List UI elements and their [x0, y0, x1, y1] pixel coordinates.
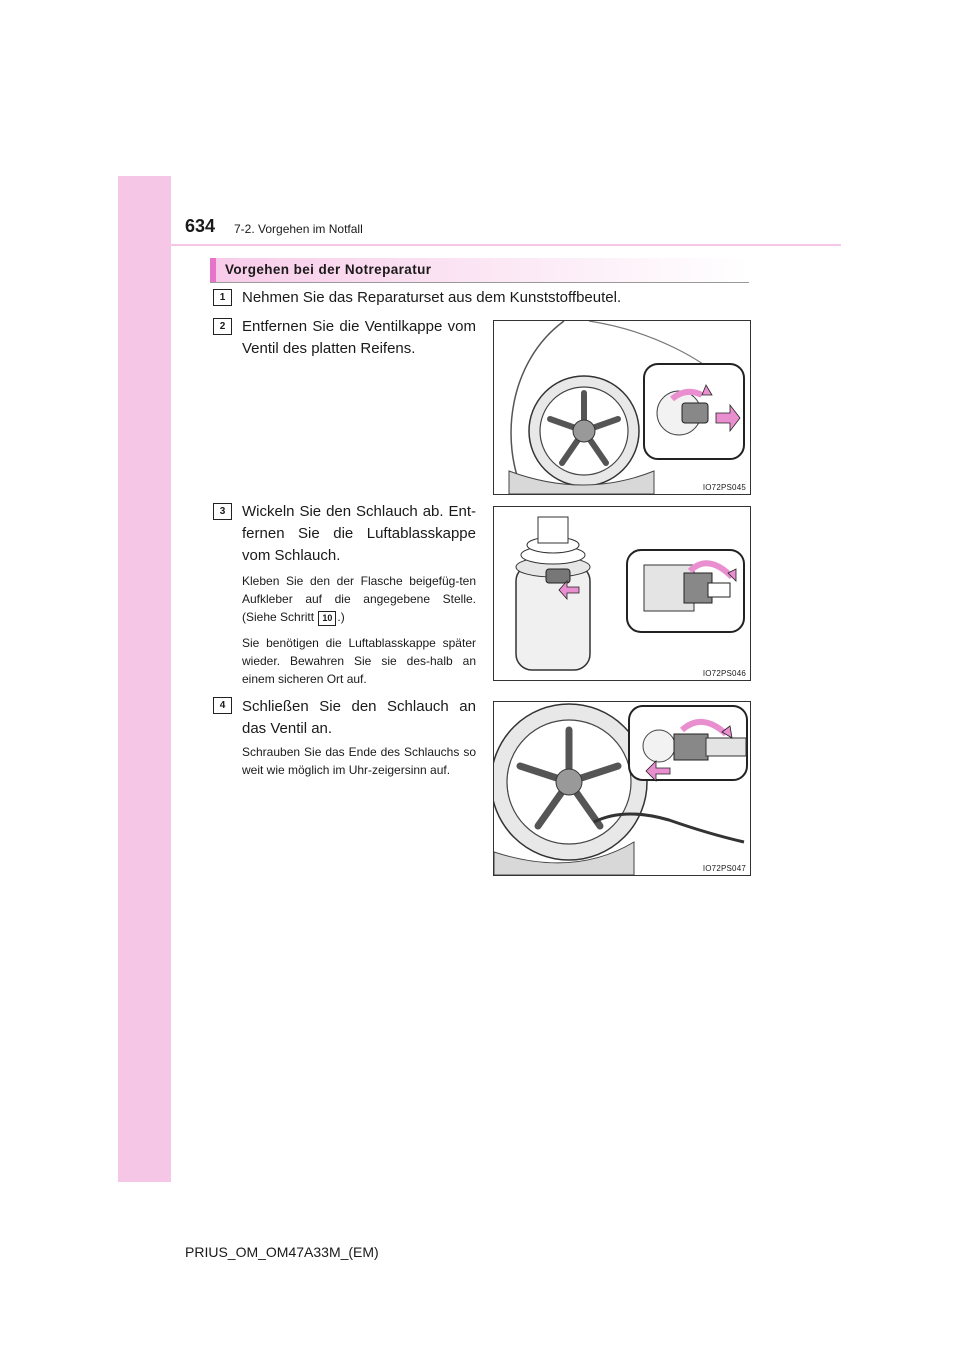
hose-valve-illustration [494, 702, 750, 875]
page-number: 634 [185, 216, 216, 236]
step-3-note-sticker-text: Kleben Sie den der Flasche beigefüg-ten Aufkleber auf die angegebene Stelle. (Siehe Schritt [242, 574, 476, 624]
figure-valve-cap [493, 320, 751, 495]
step-1-text: Nehmen Sie das Reparaturset aus dem Kunststoffbeutel. [242, 289, 622, 306]
figure-hose-unwrap [493, 506, 751, 681]
step-3-note-sticker [242, 572, 476, 626]
side-color-band [118, 176, 171, 1182]
section-heading-bar [210, 258, 749, 283]
chapter-title: 7-2. Vorgehen im Notfall [234, 222, 363, 236]
step-2-text: Entfernen Sie die Ventilkappe vom Ventil des platten Reifens. [242, 318, 476, 357]
step-number-2: 2 [213, 318, 232, 335]
figure-code-046: IO72PS046 [702, 669, 746, 678]
step-3-text: Wickeln Sie den Schlauch ab. Ent-fernen Sie die Luftablasskappe vom Schlauch. [242, 503, 476, 564]
figure-hose-connect [493, 701, 751, 876]
figure-code-045: IO72PS045 [702, 483, 746, 492]
step-number-3: 3 [213, 503, 232, 520]
step-4-text: Schließen Sie den Schlauch an das Ventil an. [242, 698, 476, 737]
step-reference-10: 10 [318, 611, 336, 626]
step-number-1: 1 [213, 289, 232, 306]
hose-bottle-illustration [494, 507, 750, 680]
step-4-note: Schrauben Sie das Ende des Schlauchs so weit wie möglich im Uhr-zeigersinn auf. [242, 745, 476, 777]
document-id: PRIUS_OM_OM47A33M_(EM) [185, 1244, 379, 1260]
section-accent [210, 258, 216, 282]
step-3-note-sticker-end: .) [337, 610, 345, 624]
valve-cap-illustration [494, 321, 750, 494]
section-title: Vorgehen bei der Notreparatur [225, 262, 432, 277]
header-divider [118, 244, 841, 246]
step-number-4: 4 [213, 697, 232, 714]
step-3-note-cap: Sie benötigen die Luftablasskappe später wieder. Bewahren Sie sie des-halb an einem sicheren Ort auf. [242, 636, 476, 686]
figure-code-047: IO72PS047 [702, 864, 746, 873]
